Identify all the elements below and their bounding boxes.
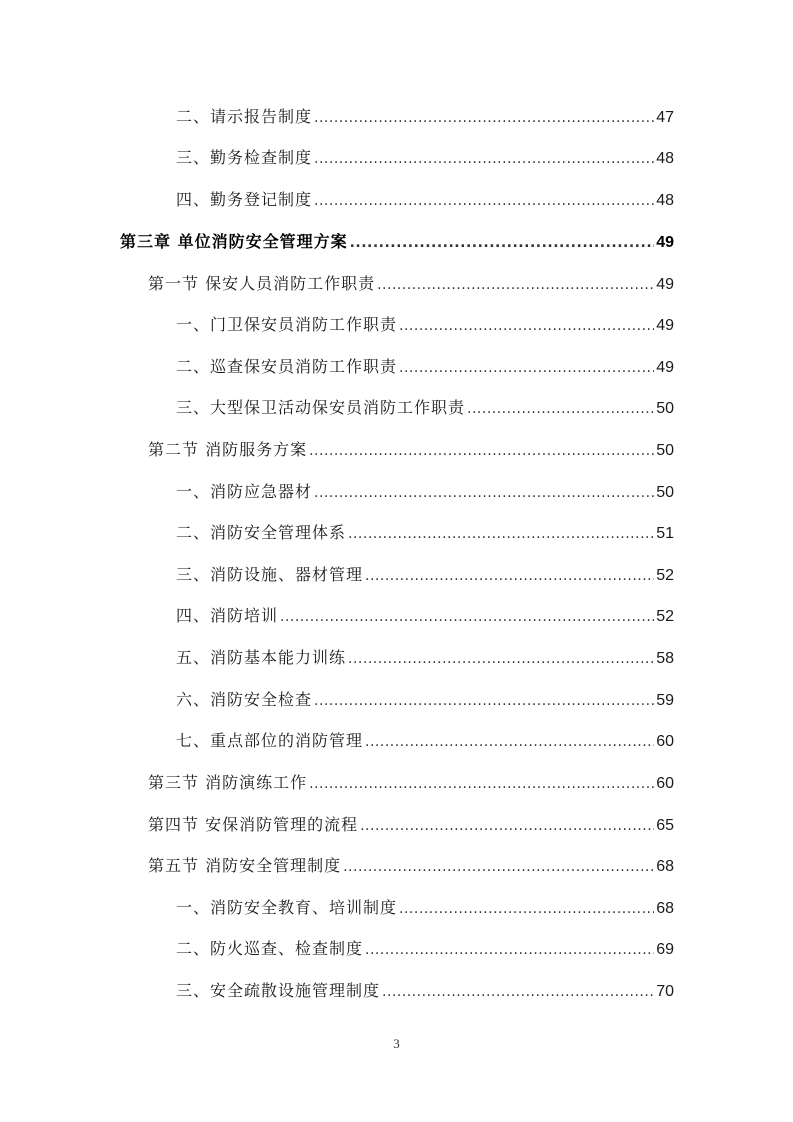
toc-entry-label: 一、消防应急器材 — [176, 482, 313, 501]
toc-entry-page: 52 — [656, 608, 674, 625]
dot-leader — [314, 481, 654, 505]
dot-leader — [348, 647, 654, 671]
dot-leader — [314, 147, 654, 171]
toc-section-entry[interactable] — [148, 771, 674, 795]
toc-entry-page: 49 — [656, 317, 674, 334]
dot-leader — [280, 605, 654, 629]
toc-entry-label: 六、消防安全检查 — [176, 690, 313, 709]
dot-leader — [314, 189, 654, 213]
toc-entry-label: 五、消防基本能力训练 — [176, 648, 347, 667]
toc-entry[interactable] — [176, 979, 674, 1003]
toc-entry-page: 51 — [656, 525, 674, 542]
toc-entry-label: 三、勤务检查制度 — [176, 148, 313, 167]
toc-entry[interactable] — [176, 480, 674, 504]
dot-leader — [467, 397, 654, 421]
toc-entry-label: 三、安全疏散设施管理制度 — [176, 981, 381, 1000]
toc-entry-label: 三、消防设施、器材管理 — [176, 565, 364, 584]
dot-leader — [360, 814, 654, 838]
dot-leader — [309, 439, 654, 463]
toc-entry-page: 70 — [656, 983, 674, 1000]
toc-section-entry[interactable] — [148, 813, 674, 837]
toc-entry[interactable] — [176, 896, 674, 920]
toc-entry[interactable] — [176, 355, 674, 379]
toc-entry[interactable] — [176, 105, 674, 129]
toc-entry-page: 52 — [656, 567, 674, 584]
toc-entry[interactable] — [176, 146, 674, 170]
toc-entry-label: 二、消防安全管理体系 — [176, 523, 347, 542]
toc-entry-label: 第三章 单位消防安全管理方案 — [120, 232, 348, 251]
toc-entry[interactable] — [176, 188, 674, 212]
toc-entry-page: 68 — [656, 858, 674, 875]
toc-entry-label: 第四节 安保消防管理的流程 — [148, 815, 359, 834]
toc-entry[interactable] — [176, 396, 674, 420]
dot-leader — [343, 855, 654, 879]
toc-entry[interactable] — [176, 563, 674, 587]
toc-entry-label: 一、门卫保安员消防工作职责 — [176, 315, 398, 334]
dot-leader — [314, 106, 654, 130]
toc-entry-label: 一、消防安全教育、培训制度 — [176, 898, 398, 917]
toc-entry-label: 四、消防培训 — [176, 606, 279, 625]
toc-section-entry[interactable] — [148, 854, 674, 878]
dot-leader — [365, 938, 654, 962]
toc-entry-label: 二、巡查保安员消防工作职责 — [176, 357, 398, 376]
toc-entry-page: 49 — [656, 234, 674, 251]
toc-entry-label: 第三节 消防演练工作 — [148, 773, 308, 792]
toc-entry-page: 58 — [656, 650, 674, 667]
toc-entry-page: 47 — [656, 109, 674, 126]
toc-entry-label: 四、勤务登记制度 — [176, 190, 313, 209]
toc-entry-page: 50 — [656, 400, 674, 417]
dot-leader — [399, 356, 654, 380]
toc-entry-page: 50 — [656, 442, 674, 459]
toc-entry-page: 48 — [656, 192, 674, 209]
toc-entry[interactable] — [176, 688, 674, 712]
toc-entry[interactable] — [176, 313, 674, 337]
toc-entry-page: 48 — [656, 150, 674, 167]
toc-entry[interactable] — [176, 604, 674, 628]
toc-entry-label: 第二节 消防服务方案 — [148, 440, 308, 459]
toc-entry-page: 59 — [656, 692, 674, 709]
dot-leader — [350, 231, 655, 255]
toc-section-entry[interactable] — [148, 438, 674, 462]
toc-entry-page: 50 — [656, 484, 674, 501]
toc-entry-page: 68 — [656, 900, 674, 917]
toc-entry[interactable] — [176, 521, 674, 545]
toc-entry-page: 49 — [656, 359, 674, 376]
toc-entry-page: 60 — [656, 733, 674, 750]
toc-entry-label: 二、防火巡查、检查制度 — [176, 939, 364, 958]
toc-entry-page: 69 — [656, 941, 674, 958]
toc-section-entry[interactable] — [148, 272, 674, 296]
dot-leader — [314, 689, 654, 713]
dot-leader — [365, 730, 654, 754]
toc-entry[interactable] — [176, 646, 674, 670]
toc-chapter-entry[interactable] — [120, 230, 674, 254]
toc-entry-label: 二、请示报告制度 — [176, 107, 313, 126]
toc-entry-label: 第一节 保安人员消防工作职责 — [148, 274, 376, 293]
toc-entry-label: 七、重点部位的消防管理 — [176, 731, 364, 750]
toc-entry-label: 第五节 消防安全管理制度 — [148, 856, 342, 875]
toc-entry-page: 60 — [656, 775, 674, 792]
dot-leader — [348, 522, 654, 546]
toc-entry[interactable] — [176, 937, 674, 961]
dot-leader — [309, 772, 654, 796]
dot-leader — [399, 897, 654, 921]
dot-leader — [382, 980, 654, 1004]
page-number: 3 — [393, 1036, 400, 1051]
dot-leader — [377, 273, 654, 297]
dot-leader — [365, 564, 654, 588]
toc-entry-page: 49 — [656, 276, 674, 293]
toc-entry-label: 三、大型保卫活动保安员消防工作职责 — [176, 398, 466, 417]
dot-leader — [399, 314, 654, 338]
toc-entry-page: 65 — [656, 817, 674, 834]
toc-entry[interactable] — [176, 729, 674, 753]
